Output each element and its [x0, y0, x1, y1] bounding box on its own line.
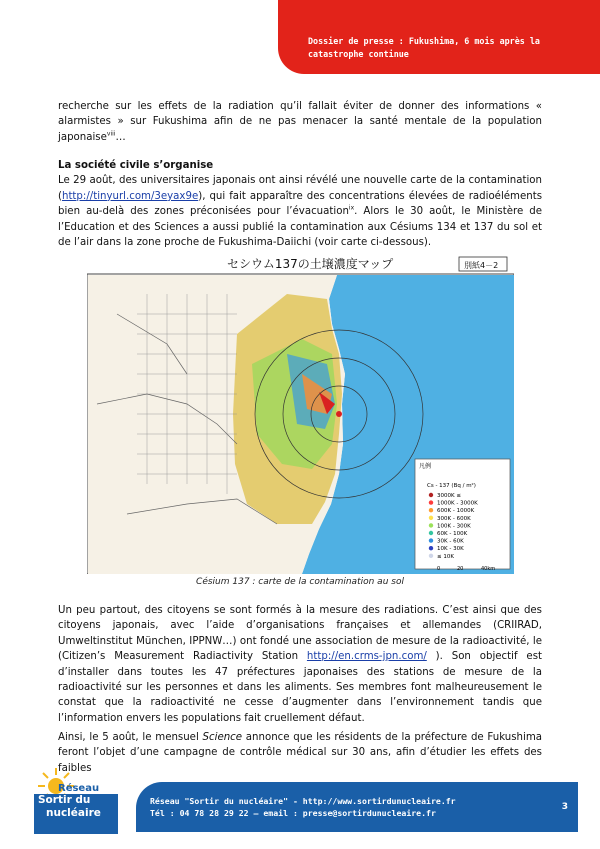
section-heading: La société civile s’organise [58, 160, 214, 171]
scale-40: 40km [481, 566, 496, 572]
footer-contact [150, 795, 456, 820]
legend-label: 1000K - 3000K [437, 500, 478, 507]
legend-swatch [429, 493, 433, 497]
legend-label: 10K - 30K [437, 546, 464, 553]
contamination-map-link[interactable]: http://tinyurl.com/3eyax9e [61, 190, 199, 202]
footer-band [136, 782, 578, 832]
legend-label: 30K - 60K [437, 538, 464, 545]
map-tag: 別紙4－2 [464, 261, 499, 270]
legend-swatch [429, 531, 433, 535]
paragraph-1: recherche sur les effets de la radiation qu’il fallait éviter de donner des informations « alarmistes » sur Fukushima afin de ne pas menacer la santé mentale de la population japonaise$^{viii}$… [58, 101, 542, 143]
section-civil-society: La société civile s’organise Le 29 août, des universitaires japonais ont ainsi révélé une nouvelle carte de la contamination (http://tinyurl.com/3eyax9e), qui fait apparaître des concentrations élevées de radioéléments bien au-delà des zones préconisées pour l’évacuation$^{ix}$. Alors le 30 août, le Ministère de l’Education et des Sciences a aussi publié la contamination aux Césiums 134 et 137 du sol et de l’air dans la zone proche de Fukushima-Daiichi (voir carte ci-dessous). [58, 160, 543, 249]
footer-line-1: Réseau "Sortir du nucléaire" - http://www.sortirdunucleaire.fr [150, 796, 456, 806]
legend-swatch [429, 554, 433, 558]
logo-word-reseau: Réseau [58, 783, 100, 794]
page-number: 3 [561, 802, 568, 812]
scale-20: 20 [457, 566, 464, 572]
legend-swatch [429, 500, 433, 504]
reseau-logo [20, 766, 138, 836]
legend-label: 300K - 600K [437, 515, 471, 522]
legend-label: 60K - 100K [437, 531, 468, 537]
cesium-map-figure [87, 254, 514, 574]
map-title: セシウム137の土壌濃度マップ [227, 257, 394, 271]
legend-swatch [429, 516, 433, 520]
paragraph-3: Un peu partout, des citoyens se sont formés à la mesure des radiations. C’est ainsi que des citoyens japonais, avec l’aide d’organisations françaises et allemandes (CRIIRAD, Umweltinstitut München, IPPNW…) ont fondé une association de mesure de la radioactivité, le (Citizen’s Measurement Radiactivity Station http://en.crms-jpn.com/ ). Son objectif est d’installer dans toutes les 47 préfectures japonaises des stations de mesure de la radioactivité sur les personnes et dans les aliments. Ses membres font malheureusement le constat que la radioactivité ne cesse d’augmenter dans l’environnement tandis que l’information envers les populations fait cruellement défaut. [58, 605, 542, 724]
legend-swatch [429, 538, 433, 542]
legend-label: 100K - 300K [437, 523, 471, 530]
legend-swatch [429, 508, 433, 512]
map-caption: Césium 137 : carte de la contamination au sol [196, 577, 404, 587]
legend-label: ≤ 10K [437, 553, 454, 560]
footer-line-2: Tél : 04 78 28 29 22 – email : presse@sortirdunucleaire.fr [150, 808, 436, 819]
header-title: Dossier de presse : Fukushima, 6 mois après la catastrophe continue [308, 36, 540, 59]
legend-swatch [429, 523, 433, 527]
crms-link[interactable]: http://en.crms-jpn.com/ [306, 651, 427, 663]
legend-label: 3000K ≤ [437, 493, 461, 499]
scale-0: 0 [437, 566, 441, 572]
legend-swatch [429, 546, 433, 550]
legend-label: 600K - 1000K [437, 508, 475, 515]
logo-box: Sortir du nucléaire [34, 794, 118, 834]
legend-title: 凡例 [419, 463, 432, 470]
legend-unit: Cs - 137 (Bq / m²) [427, 483, 476, 489]
paragraph-4: Ainsi, le 5 août, le mensuel Science annonce que les résidents de la préfecture de Fukushima feront l’objet d’une campagne de contrôle médical sur 30 ans, afin d’étudier les effets des faibles [58, 732, 542, 774]
header-band [278, 0, 600, 74]
